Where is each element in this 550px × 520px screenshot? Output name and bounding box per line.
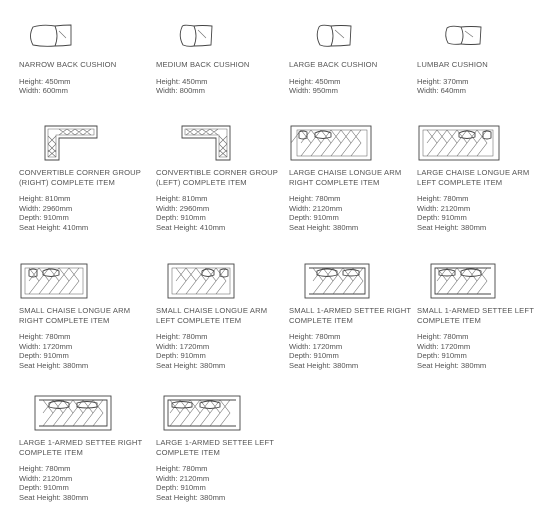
spec-width: Width: 1720mm	[19, 341, 73, 351]
spec-depth: Depth: 910mm	[156, 483, 206, 493]
item-title: LARGE 1-ARMED SETTEE RIGHT COMPLETE ITEM	[19, 438, 143, 457]
spec-width: Width: 2960mm	[19, 203, 73, 213]
item-corner-group-left	[156, 124, 284, 233]
spec-height: Height: 780mm	[289, 194, 341, 204]
chaise-longue-left-icon	[156, 262, 236, 300]
item-specs	[156, 194, 284, 232]
item-specs	[156, 77, 284, 96]
back-cushion-icon	[156, 22, 220, 50]
item-small-settee-right	[289, 262, 417, 371]
spec-width: Width: 950mm	[289, 86, 338, 96]
item-medium-back-cushion	[156, 22, 284, 96]
spec-seat-height: Seat Height: 410mm	[19, 222, 89, 232]
item-specs	[289, 77, 417, 96]
spec-width: Width: 2120mm	[289, 203, 343, 213]
item-specs	[417, 77, 545, 96]
item-large-back-cushion	[289, 22, 417, 96]
item-title: CONVERTIBLE CORNER GROUP (LEFT) COMPLETE ITEM	[156, 168, 279, 187]
spec-width: Width: 2120mm	[417, 203, 471, 213]
spec-seat-height: Seat Height: 380mm	[417, 222, 487, 232]
item-specs	[289, 332, 417, 370]
item-title: NARROW BACK CUSHION	[19, 60, 117, 69]
corner-group-left-icon	[156, 124, 236, 162]
item-small-chaise-left	[156, 262, 284, 371]
item-corner-group-right	[19, 124, 147, 233]
item-title: SMALL 1-ARMED SETTEE RIGHT COMPLETE ITEM	[289, 306, 412, 325]
spec-depth: Depth: 910mm	[156, 213, 206, 223]
settee-right-icon	[19, 394, 115, 432]
spec-height: Height: 780mm	[289, 332, 341, 342]
item-specs	[19, 77, 147, 96]
spec-height: Height: 780mm	[156, 464, 208, 474]
spec-height: Height: 450mm	[19, 76, 71, 86]
spec-depth: Depth: 910mm	[417, 213, 467, 223]
chaise-longue-left-icon	[417, 124, 501, 162]
item-title: SMALL 1-ARMED SETTEE LEFT COMPLETE ITEM	[417, 306, 534, 325]
spec-width: Width: 1720mm	[156, 341, 210, 351]
item-title: LUMBAR CUSHION	[417, 60, 488, 69]
spec-seat-height: Seat Height: 410mm	[156, 222, 226, 232]
spec-depth: Depth: 910mm	[19, 213, 69, 223]
spec-height: Height: 780mm	[417, 332, 469, 342]
spec-width: Width: 2120mm	[156, 473, 210, 483]
item-large-settee-right	[19, 394, 147, 503]
settee-left-icon	[417, 262, 501, 300]
item-specs	[417, 332, 545, 370]
spec-height: Height: 810mm	[19, 194, 71, 204]
spec-height: Height: 780mm	[19, 332, 71, 342]
item-large-chaise-left	[417, 124, 545, 233]
item-title: LARGE CHAISE LONGUE ARM LEFT COMPLETE ITEM	[417, 168, 530, 187]
spec-seat-height: Seat Height: 380mm	[156, 360, 226, 370]
spec-width: Width: 800mm	[156, 86, 205, 96]
back-cushion-icon	[19, 22, 83, 50]
item-title: LARGE CHAISE LONGUE ARM RIGHT COMPLETE ITEM	[289, 168, 402, 187]
item-specs	[19, 464, 147, 502]
spec-width: Width: 600mm	[19, 86, 68, 96]
spec-depth: Depth: 910mm	[19, 351, 69, 361]
spec-height: Height: 450mm	[289, 76, 341, 86]
item-title: SMALL CHAISE LONGUE ARM LEFT COMPLETE ITEM	[156, 306, 268, 325]
item-specs	[19, 332, 147, 370]
item-large-chaise-right	[289, 124, 417, 233]
spec-width: Width: 2120mm	[19, 473, 73, 483]
spec-height: Height: 450mm	[156, 76, 208, 86]
item-title: SMALL CHAISE LONGUE ARM RIGHT COMPLETE ITEM	[19, 306, 131, 325]
item-specs	[289, 194, 417, 232]
chaise-longue-right-icon	[19, 262, 89, 300]
item-narrow-back-cushion	[19, 22, 147, 96]
spec-height: Height: 780mm	[19, 464, 71, 474]
settee-right-icon	[289, 262, 373, 300]
item-specs	[156, 464, 284, 502]
item-lumbar-cushion	[417, 22, 545, 96]
lumbar-cushion-icon	[417, 22, 487, 50]
spec-seat-height: Seat Height: 380mm	[156, 492, 226, 502]
chaise-longue-right-icon	[289, 124, 373, 162]
item-small-chaise-right	[19, 262, 147, 371]
spec-width: Width: 2960mm	[156, 203, 210, 213]
spec-width: Width: 1720mm	[289, 341, 343, 351]
spec-depth: Depth: 910mm	[289, 351, 339, 361]
spec-height: Height: 370mm	[417, 76, 469, 86]
corner-group-right-icon	[19, 124, 99, 162]
spec-width: Width: 1720mm	[417, 341, 471, 351]
item-small-settee-left	[417, 262, 545, 371]
spec-width: Width: 640mm	[417, 86, 466, 96]
item-title: MEDIUM BACK CUSHION	[156, 60, 250, 69]
item-specs	[417, 194, 545, 232]
spec-depth: Depth: 910mm	[417, 351, 467, 361]
spec-seat-height: Seat Height: 380mm	[417, 360, 487, 370]
item-specs	[19, 194, 147, 232]
back-cushion-icon	[289, 22, 359, 50]
item-title: LARGE 1-ARMED SETTEE LEFT COMPLETE ITEM	[156, 438, 275, 457]
item-title: LARGE BACK CUSHION	[289, 60, 378, 69]
spec-seat-height: Seat Height: 380mm	[19, 360, 89, 370]
spec-height: Height: 780mm	[156, 332, 208, 342]
spec-seat-height: Seat Height: 380mm	[289, 222, 359, 232]
spec-depth: Depth: 910mm	[289, 213, 339, 223]
spec-seat-height: Seat Height: 380mm	[289, 360, 359, 370]
spec-depth: Depth: 910mm	[156, 351, 206, 361]
settee-left-icon	[156, 394, 252, 432]
spec-seat-height: Seat Height: 380mm	[19, 492, 89, 502]
spec-height: Height: 780mm	[417, 194, 469, 204]
item-specs	[156, 332, 284, 370]
item-large-settee-left	[156, 394, 284, 503]
spec-height: Height: 810mm	[156, 194, 208, 204]
spec-depth: Depth: 910mm	[19, 483, 69, 493]
item-title: CONVERTIBLE CORNER GROUP (RIGHT) COMPLETE ITEM	[19, 168, 142, 187]
